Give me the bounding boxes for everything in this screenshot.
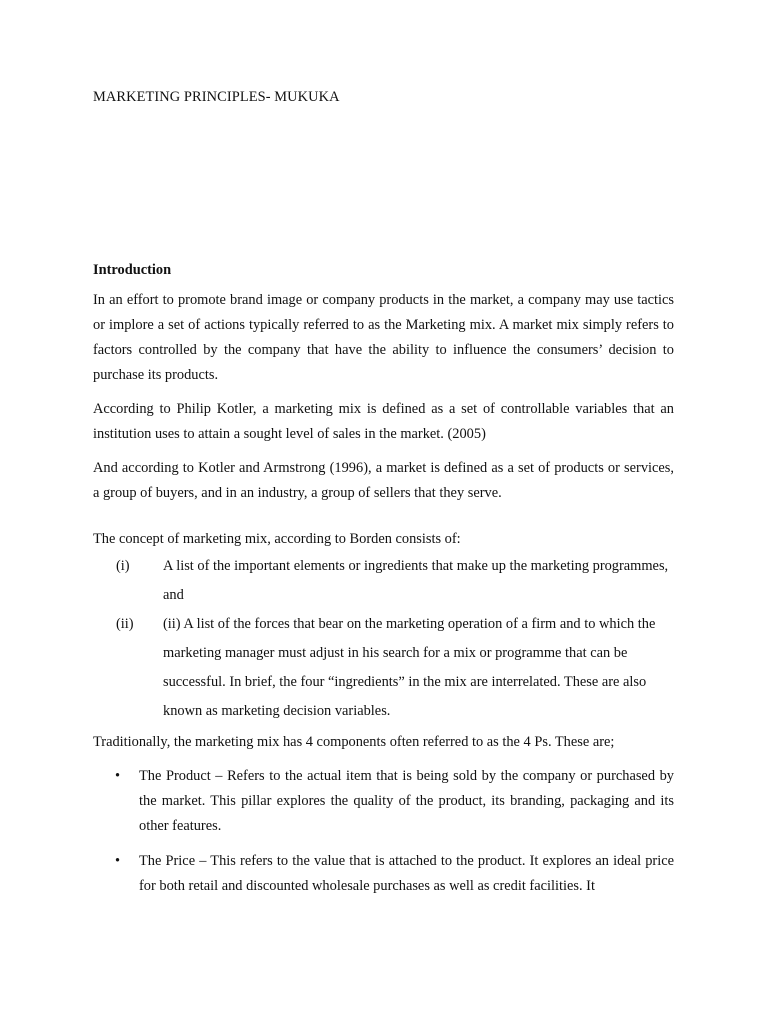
document-body: [93, 261, 674, 909]
list-marker: (i): [116, 558, 130, 574]
four-ps-list: [93, 764, 674, 899]
paragraph-borden-intro: The concept of marketing mix, according to Borden consists of:: [93, 531, 461, 547]
document-header: MARKETING PRINCIPLES- MUKUKA: [93, 89, 340, 105]
bullet-icon: •: [115, 768, 121, 784]
list-marker: (ii): [116, 616, 134, 632]
list-item-text: The Product – Refers to the actual item that is being sold by the company or purchased by the market. This pillar explores the quality of the product, its branding, packaging and its other features.: [139, 768, 674, 834]
list-item-text: A list of the important elements or ingredients that make up the marketing programmes, and: [163, 558, 669, 603]
paragraph-four-ps-intro: Traditionally, the marketing mix has 4 components often referred to as the 4 Ps. These are;: [93, 734, 615, 750]
list-item: [93, 849, 674, 899]
bullet-icon: •: [115, 853, 121, 869]
paragraph-kotler-definition: According to Philip Kotler, a marketing mix is defined as a set of controllable variables that an institution uses to attain a sought level of sales in the market. (2005): [93, 401, 674, 442]
borden-list: [93, 552, 674, 726]
paragraph-marketing-mix-intro: In an effort to promote brand image or company products in the market, a company may use tactics or implore a set of actions typically referred to as the Marketing mix. A market mix simply refers to factors controlled by the company that have the ability to influence the consumers’ decision to purchase its products.: [93, 292, 674, 383]
paragraph-kotler-armstrong-definition: And according to Kotler and Armstrong (1996), a market is defined as a set of products or services, a group of buyers, and in an industry, a group of sellers that they serve.: [93, 460, 674, 501]
list-item: [93, 764, 674, 839]
section-heading-introduction: Introduction: [93, 262, 172, 278]
list-item-text: The Price – This refers to the value that is attached to the product. It explores an ideal price for both retail and discounted wholesale purchases as well as credit facilities. It: [139, 853, 674, 894]
list-item-text: (ii) A list of the forces that bear on the marketing operation of a firm and to which the marketing manager must adjust in his search for a mix or programme that can be successful. In brief, the four “ingredients” in the mix are interrelated. These are also known as marketing decision variables.: [163, 616, 656, 719]
list-item: [93, 552, 674, 610]
list-item: [93, 610, 674, 726]
